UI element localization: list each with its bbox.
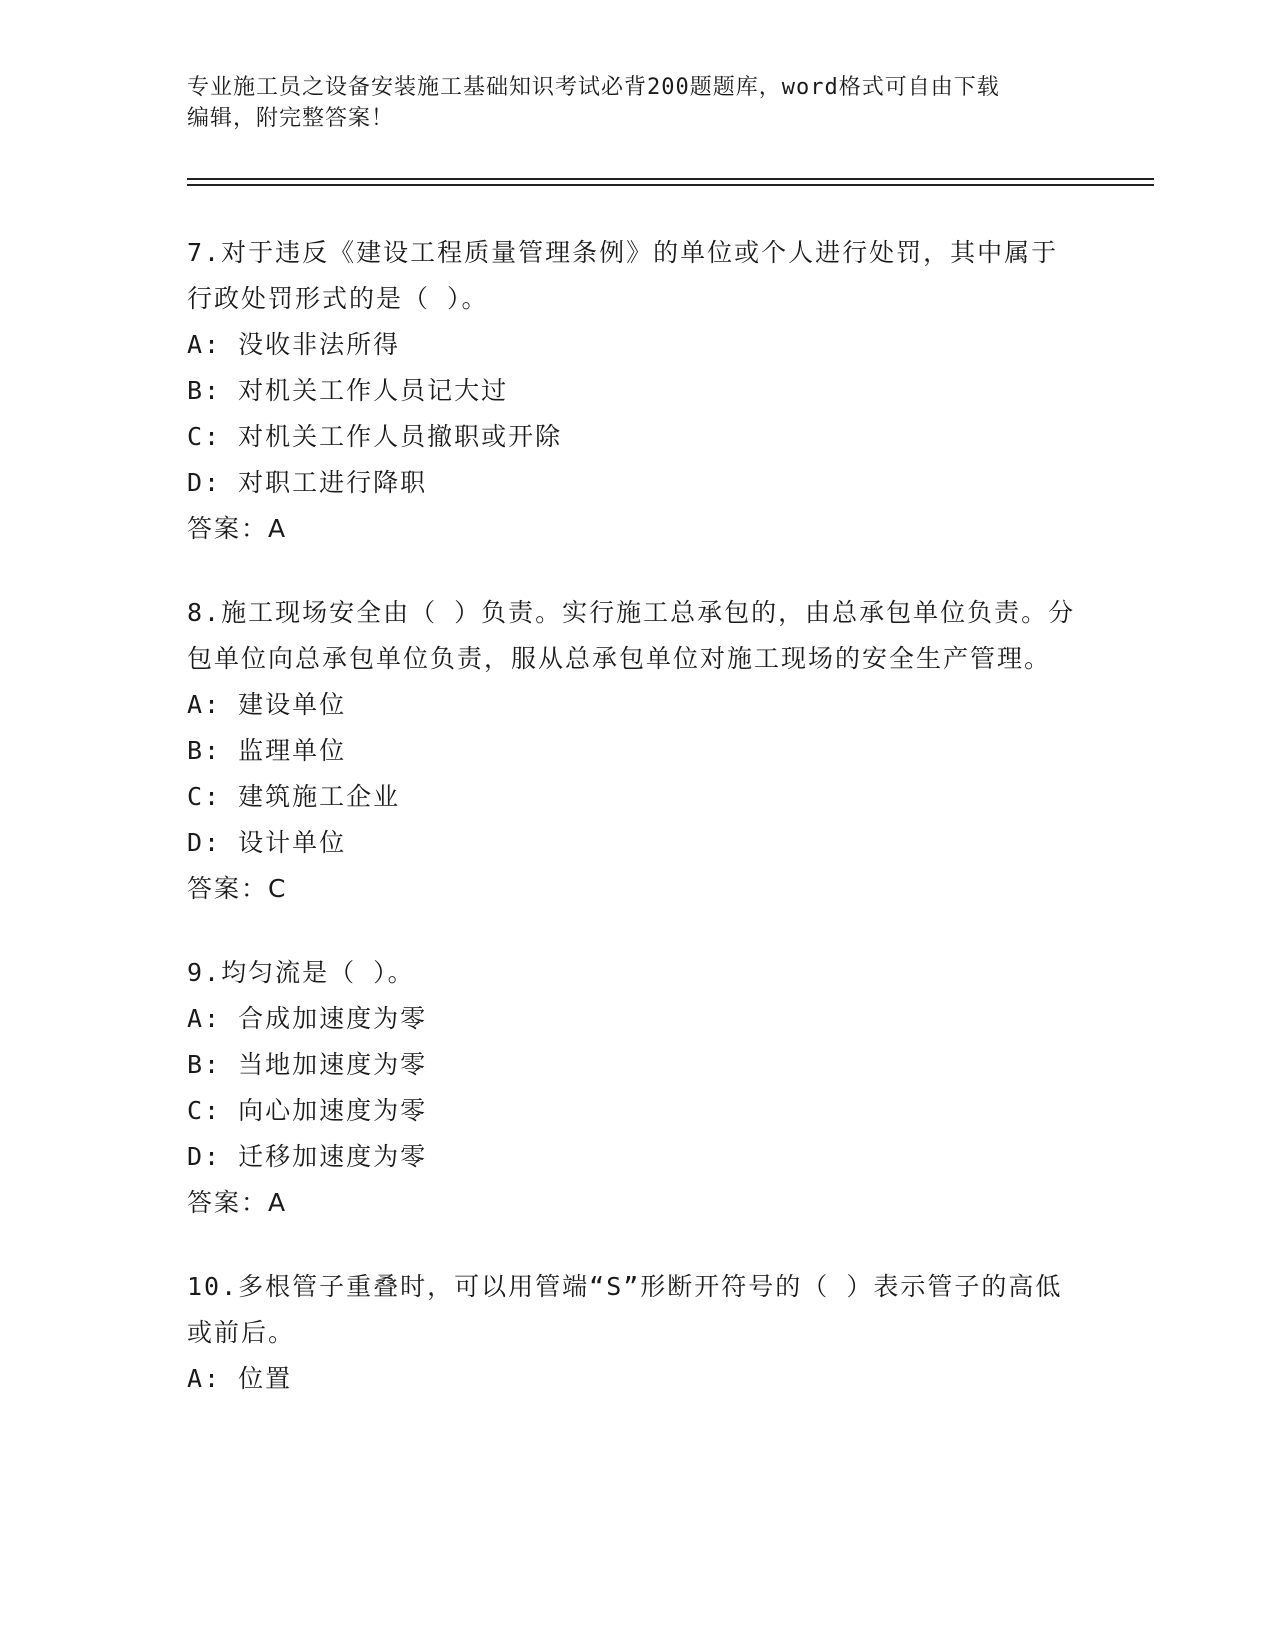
question-7 <box>187 230 1077 552</box>
option-a: A: 建设单位 <box>187 690 347 719</box>
document-header <box>187 72 1067 134</box>
option-b: B: 监理单位 <box>187 736 347 765</box>
option-a: A: 位置 <box>187 1364 293 1393</box>
option-c: C: 建筑施工企业 <box>187 782 401 811</box>
answer-label: 答案：A <box>187 1188 288 1217</box>
option-b: B: 当地加速度为零 <box>187 1050 428 1079</box>
header-divider-bottom <box>187 184 1154 186</box>
question-list <box>187 230 1077 1440</box>
question-10 <box>187 1264 1077 1402</box>
header-line-2: 编辑，附完整答案！ <box>187 106 395 131</box>
option-b: B: 对机关工作人员记大过 <box>187 376 509 405</box>
option-a: A: 没收非法所得 <box>187 330 401 359</box>
option-c: C: 对机关工作人员撤职或开除 <box>187 422 563 451</box>
header-divider-top <box>187 178 1154 180</box>
question-8 <box>187 590 1077 912</box>
answer-label: 答案：A <box>187 514 288 543</box>
question-text: 8.施工现场安全由（ ）负责。实行施工总承包的，由总承包单位负责。分包单位向总承包单位负责，服从总承包单位对施工现场的安全生产管理。 <box>187 598 1076 673</box>
option-d: D: 设计单位 <box>187 828 347 857</box>
option-d: D: 对职工进行降职 <box>187 468 428 497</box>
option-a: A: 合成加速度为零 <box>187 1004 428 1033</box>
question-9 <box>187 950 1077 1226</box>
header-line-1: 专业施工员之设备安装施工基础知识考试必背200题题库，word格式可自由下载 <box>187 75 1000 100</box>
question-text: 9.均匀流是（ ）。 <box>187 958 415 987</box>
answer-label: 答案：C <box>187 874 288 903</box>
question-text: 10.多根管子重叠时，可以用管端“S”形断开符号的（ ）表示管子的高低或前后。 <box>187 1272 1063 1347</box>
option-d: D: 迁移加速度为零 <box>187 1142 428 1171</box>
question-text: 7.对于违反《建设工程质量管理条例》的单位或个人进行处罚，其中属于行政处罚形式的是（ ）。 <box>187 238 1059 313</box>
option-c: C: 向心加速度为零 <box>187 1096 428 1125</box>
